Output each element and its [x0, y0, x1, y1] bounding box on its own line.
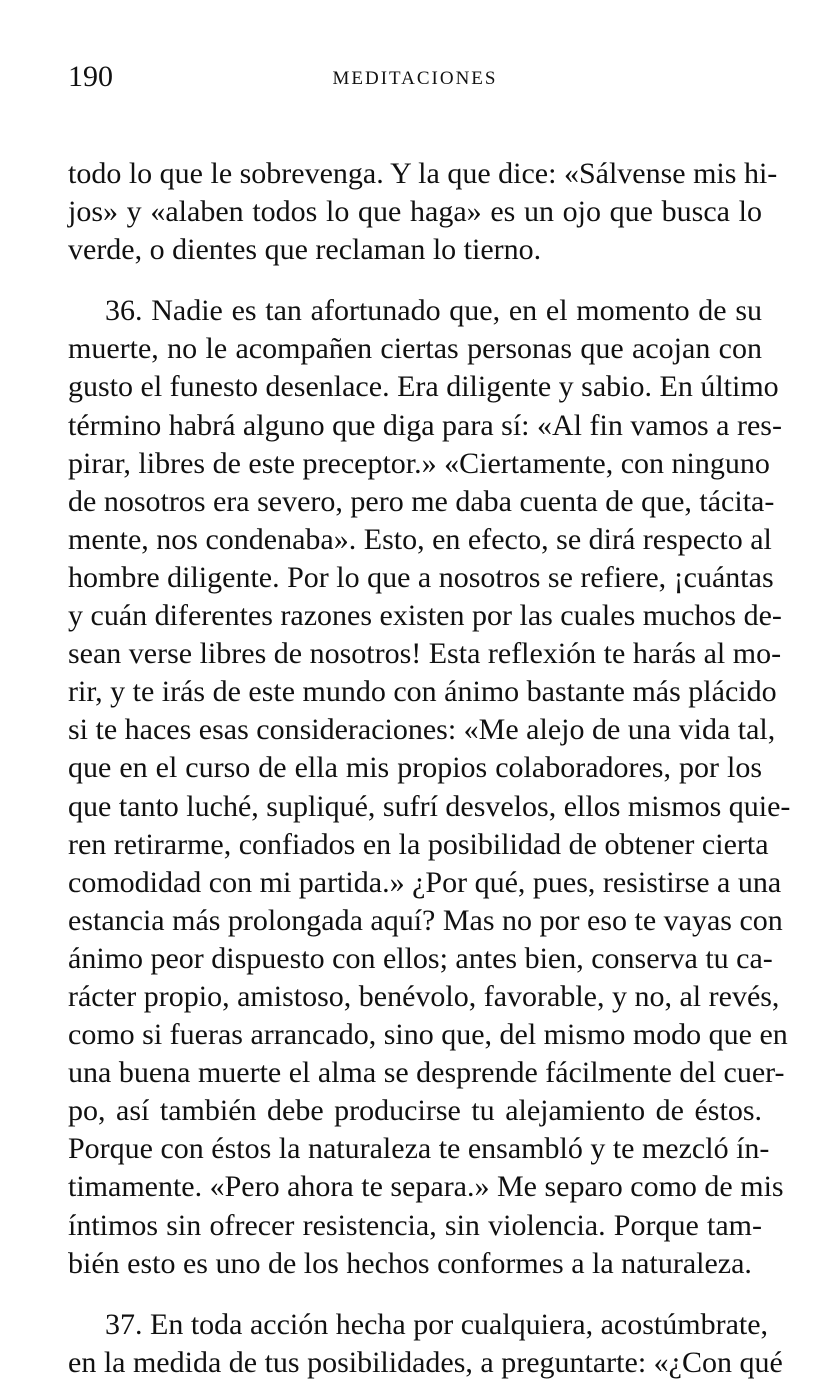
text-line: Porque con éstos la naturaleza te ensambló y te mezcló ín- [68, 1132, 770, 1166]
page-number: 190 [68, 60, 113, 93]
text-line: todo lo que le sobrevenga. Y la que dice: «Sálvense mis hi- [68, 157, 778, 190]
text-line: de nosotros era severo, pero me daba cuenta de que, tácita- [68, 484, 775, 518]
text-line: si te haces esas consideraciones: «Me alejo de una vida tal, [68, 713, 776, 747]
text-line: una buena muerte el alma se desprende fácilmente del cuer- [68, 1056, 785, 1090]
text-line: bién esto es uno de los hechos conformes a la naturaleza. [68, 1246, 752, 1280]
text-line: ánimo peor dispuesto con ellos; antes bien, conserva tu ca- [68, 941, 773, 975]
text-line: jos» y «alaben todos lo que haga» es un ojo que busca lo [68, 195, 762, 229]
text-line: pirar, libres de este preceptor.» «Ciertamente, con ninguno [68, 446, 770, 480]
text-line: término habrá alguno que diga para sí: «Al fin vamos a res- [68, 408, 782, 442]
text-line: verde, o dientes que reclaman lo tierno. [68, 233, 542, 267]
text-line: 36. Nadie es tan afortunado que, en el momento de su [105, 294, 762, 328]
text-line: estancia más prolongada aquí? Mas no por eso te vayas con [68, 903, 783, 937]
paragraph-gap [68, 269, 762, 292]
paragraph-continuation [68, 155, 778, 269]
text-line: y cuán diferentes razones existen por las cuales muchos de- [68, 599, 782, 633]
text-line: que en el curso de ella mis propios colaboradores, por los [68, 751, 762, 785]
text-line: sean verse libres de nosotros! Esta reflexión te harás al mo- [68, 637, 782, 671]
text-line: muerte, no le acompañen ciertas personas que acojan con [68, 332, 762, 366]
paragraph-36 [68, 292, 791, 1282]
page-header [68, 58, 762, 98]
text-line: comodidad con mi partida.» ¿Por qué, pues, resistirse a una [68, 865, 782, 899]
text-line: hombre diligente. Por lo que a nosotros se refiere, ¡cuántas [68, 560, 774, 594]
text-line: como si fueras arrancado, sino que, del mismo modo que en [68, 1018, 788, 1052]
running-head: MEDITACIONES [332, 68, 498, 89]
text-line: po, así también debe producirse tu alejamiento de éstos. [68, 1094, 762, 1128]
text-line: 37. En toda acción hecha por cualquiera, acostúmbrate, [105, 1307, 769, 1341]
text-line: gusto el funesto desenlace. Era diligente y sabio. En último [68, 370, 779, 404]
text-line: que tanto luché, supliqué, sufrí desvelos, ellos mismos quie- [68, 789, 791, 823]
text-line: rácter propio, amistoso, benévolo, favorable, y no, al revés, [68, 979, 780, 1013]
text-line: en la medida de tus posibilidades, a preguntarte: «¿Con qué [68, 1345, 783, 1379]
paragraph-37 [68, 1306, 783, 1382]
text-line: rir, y te irás de este mundo con ánimo bastante más plácido [68, 675, 777, 709]
text-line: timamente. «Pero ahora te separa.» Me separo como de mis [68, 1170, 784, 1204]
text-line: íntimos sin ofrecer resistencia, sin violencia. Porque tam- [68, 1208, 762, 1242]
text-line: mente, nos condenaba». Esto, en efecto, se dirá respecto al [68, 522, 772, 556]
body-text [68, 155, 791, 1382]
text-line: ren retirarme, confiados en la posibilidad de obtener cierta [68, 827, 769, 861]
paragraph-gap [68, 1283, 762, 1306]
